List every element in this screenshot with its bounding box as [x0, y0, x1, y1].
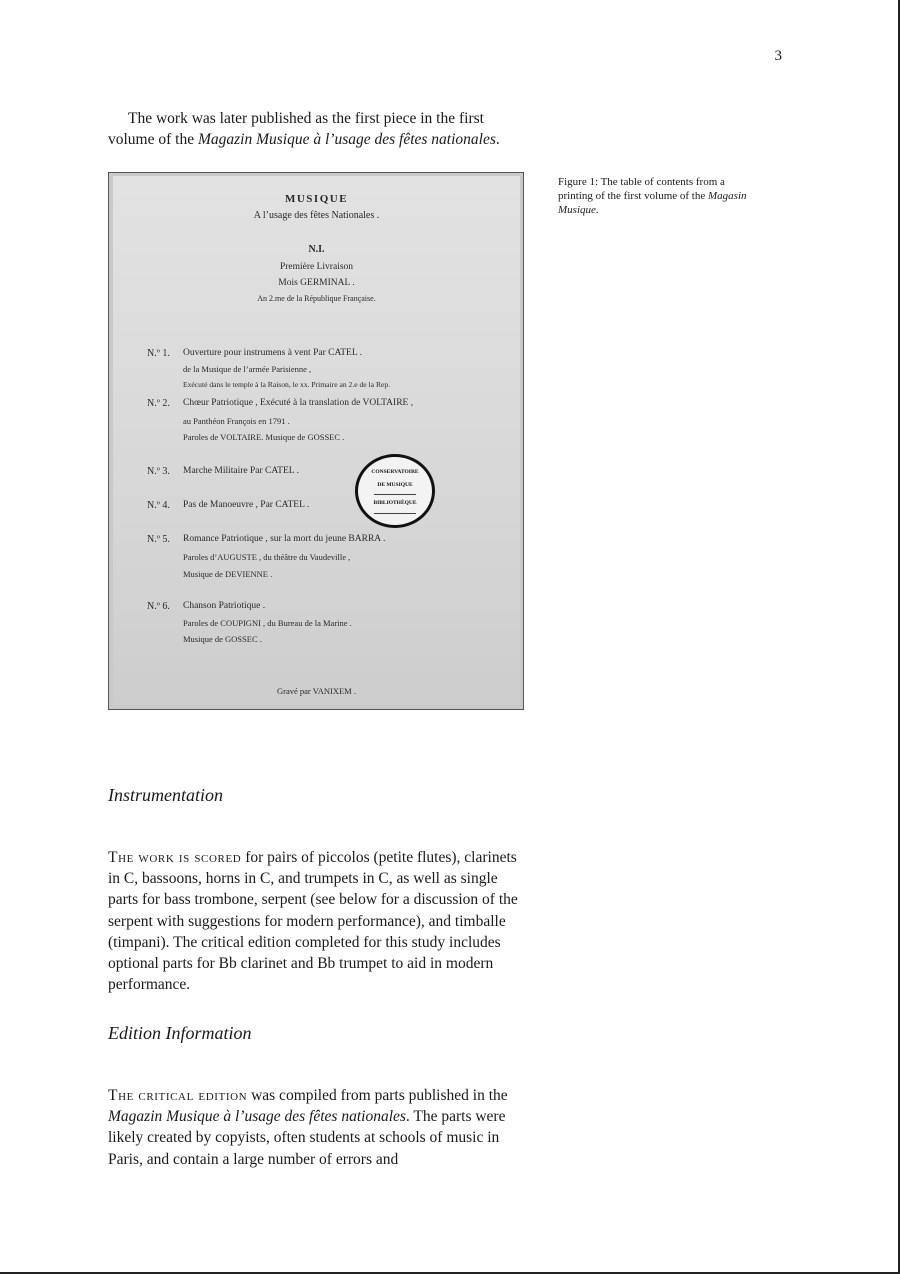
intro-paragraph — [108, 108, 528, 150]
intro-title: Magazin Musique à l’usage des fêtes nationales — [197, 131, 496, 149]
facsimile-entry-number: N.º 2. — [147, 398, 170, 409]
facsimile-entry-line: Chanson Patriotique . — [183, 601, 266, 611]
instrumentation-paragraph — [108, 847, 528, 995]
stamp-line: DE MUSIQUE — [377, 482, 413, 488]
facsimile-entry-number: N.º 4. — [147, 500, 170, 511]
facsimile-entry-line: de la Musique de l’armée Parisienne , — [183, 364, 312, 374]
facsimile-month: Mois GERMINAL . — [278, 278, 355, 288]
facsimile-subtitle: A l’usage des fêtes Nationales . — [253, 210, 380, 221]
instrumentation-body: for pairs of piccolos (petite flutes), clarinets in C, bassoons, horns in C, and trumpets in C, as well as single parts for bass trombone, serpent (see below for a discussion of the serpent with suggestions for modern performance), and timballe (timpani). The critical edition completed for this study includes optional parts for Bb clarinet and Bb trumpet to aid in modern performance. — [108, 849, 518, 994]
facsimile-issue: N.I. — [308, 244, 325, 255]
facsimile-entry-line: Marche Militaire Par CATEL . — [183, 466, 299, 476]
facsimile-paper — [113, 176, 520, 706]
library-stamp — [355, 454, 435, 528]
edition-body-before: was compiled from parts published in the — [247, 1087, 508, 1104]
facsimile-entry-line: Exécuté dans le temple à la Raison, le xx. Primaire an 2.e de la Rep. — [183, 380, 391, 389]
page-number: 3 — [774, 48, 782, 64]
facsimile-entry-line: Musique de DEVIENNE . — [183, 569, 273, 579]
facsimile-entry-line: Musique de GOSSEC . — [183, 634, 262, 644]
facsimile-entry-line: Pas de Manoeuvre , Par CATEL . — [183, 500, 310, 510]
facsimile-title: MUSIQUE — [284, 193, 349, 205]
facsimile-entry-number: N.º 1. — [147, 348, 170, 359]
facsimile-entry-number: N.º 3. — [147, 466, 170, 477]
stamp-rule — [374, 494, 416, 495]
facsimile-entry-line: Paroles de VOLTAIRE. Musique de GOSSEC . — [183, 432, 345, 442]
edition-paragraph — [108, 1085, 528, 1170]
facsimile-entry-line: au Panthéon François en 1791 . — [183, 416, 290, 426]
facsimile-entry-line: Romance Patriotique , sur la mort du jeune BARRA . — [183, 534, 386, 544]
instrumentation-heading: Instrumentation — [108, 785, 223, 805]
edition-body-after: . The parts were likely created by copyists, often students at schools of music in Paris, and contain a large number of errors and — [108, 1108, 506, 1168]
facsimile-entry-number: N.º 6. — [147, 601, 170, 612]
caption-suffix: . — [595, 204, 599, 216]
figure-caption — [558, 175, 758, 217]
facsimile-delivery: Première Livraison — [279, 262, 354, 272]
caption-title: Magasin Musique — [558, 190, 747, 216]
caption-prefix: Figure 1: The table of contents from a printing of the first volume of the — [558, 176, 725, 202]
facsimile-engraver: Gravé par VANIXEM . — [276, 686, 356, 696]
facsimile-entry-line: Ouverture pour instrumens à vent Par CATEL . — [183, 348, 363, 358]
facsimile-entry-line: Chœur Patriotique , Exécuté à la translation de VOLTAIRE , — [183, 398, 414, 408]
edition-lead: The critical edition — [108, 1087, 248, 1104]
intro-text-before: The work was later published as the first piece in the first volume of the — [108, 110, 484, 149]
facsimile-entry-number: N.º 5. — [147, 534, 170, 545]
stamp-line: BIBLIOTHÈQUE — [373, 500, 417, 506]
stamp-line: CONSERVATOIRE — [371, 469, 419, 475]
facsimile-entry-line: Paroles de COUPIGNI , du Bureau de la Marine . — [183, 618, 352, 628]
edition-heading: Edition Information — [108, 1023, 252, 1043]
instrumentation-lead: The work is scored — [108, 849, 242, 866]
stamp-rule — [374, 513, 416, 514]
facsimile-year: An 2.me de la République Française. — [257, 294, 376, 303]
figure-facsimile-image — [108, 172, 524, 710]
facsimile-entry-line: Paroles d’AUGUSTE , du théâtre du Vaudeville , — [183, 552, 351, 562]
edition-title: Magazin Musique à l’usage des fêtes nationales — [108, 1108, 406, 1126]
intro-text-after: . — [495, 131, 500, 149]
